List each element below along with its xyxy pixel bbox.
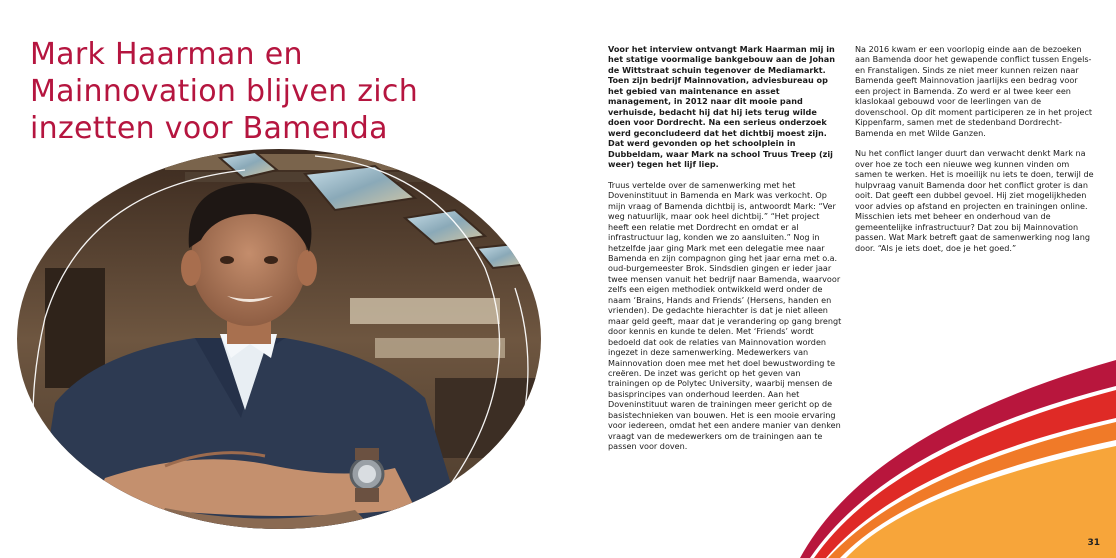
page-number: 31 (1087, 538, 1100, 548)
article-title: Mark Haarman en Mainnovation blijven zich inzetten voor Bamenda (30, 37, 419, 146)
article-paragraph: Truus vertelde over de samenwerking met het Doveninstituut in Bamenda en Mark was verkocht. Op mijn vraag of Bamenda dichtbij is, antwoordt Mark: “Ver weg natuurlijk, maar ook heel dichtbij.” “Het project heeft een relatie met Dordrecht en omdat er al infrastructuur lag, konden we zo aansluiten.” Nog in hetzelfde jaar ging Mark met een delegatie mee naar Bamenda en zijn compagnon ging het jaar erna met o.a. oud-burgemeester Brok. Sindsdien gingen er ieder jaar twee mensen vanuit het bedrijf naar Bamenda, waarvoor zelfs een eigen methodiek ontwikkeld werd onder de naam ‘Brains, Hands and Friends’ (Hersens, handen en vrienden). De gedachte hierachter is dat je niet alleen maar geld geeft, maar dat je verandering op gang brengt door kennis en kunde te delen. Met ‘Friends’ wordt bedoeld dat ook de relaties van Mainnovation worden ingezet in deze samenwerking. Medewerkers van Mainnovation doen mee met het doel bewustwording te creëren. De inzet was gericht op het geven van trainingen op de Polytec University, waarbij mensen de basisprincipes van onderhoud leerden. Aan het Doveninstituut waren de trainingen meer gericht op de basistechnieken van bouwen. Het is een mooie ervaring voor iedereen, omdat het een andere manier van denken vraagt van de medewerkers om de trainingen aan te passen voor doven. (608, 179, 842, 452)
decorative-arcs (800, 300, 1116, 558)
article-column-right (855, 44, 1095, 263)
article-paragraph: Na 2016 kwam er een voorlopig einde aan de bezoeken aan Bamenda door het gewapende conflict tussen Engels- en Franstaligen. Sinds ze niet meer kunnen reizen naar Bamenda geeft Mainnovation jaarlijks een bedrag voor een project in Bamenda. Zo werd er al twee keer een klaslokaal gebouwd voor de leerlingen van de dovenschool. Op dit moment participeren ze in het project Kippenfarm, samen met de stedenband Dordrecht-Bamenda en met Wilde Ganzen. (855, 44, 1093, 138)
portrait-photo (15, 148, 544, 531)
article-lead: Voor het interview ontvangt Mark Haarman mij in het statige voormalige bankgebouw aan de Johan de Wittstraat schuin tegenover de Mediamarkt. Toen zijn bedrijf Mainnovation, adviesbureau op het gebied van maintenance en asset management, in 2012 naar dit mooie pand verhuisde, bedacht hij dat hij iets terug wilde doen voor Dordrecht. Na een serieus onderzoek werd geconcludeerd dat het dichtbij moest zijn. Dat werd gevonden op het schoolplein in Dubbeldam, waar Mark na school Truus Treep (zij weer) tegen het lijf liep. (608, 44, 836, 169)
article-paragraph: Nu het conflict langer duurt dan verwacht denkt Mark na over hoe ze toch een nieuwe weg kunnen vinden om samen te werken. Het is moeilijk nu iets te doen, terwijl de hulpvraag vanuit Bamenda door het conflict groter is dan ooit. Dat geeft een dubbel gevoel. Hij ziet mogelijkheden voor advies op afstand en projecten en trainingen online. Misschien iets met beheer en onderhoud van de gemeentelijke infrastructuur? Dat zou bij Mainnovation passen. Wat Mark betreft gaat de samenwerking nog lang door. “Als je iets doet, doe je het goed.” (855, 148, 1094, 253)
